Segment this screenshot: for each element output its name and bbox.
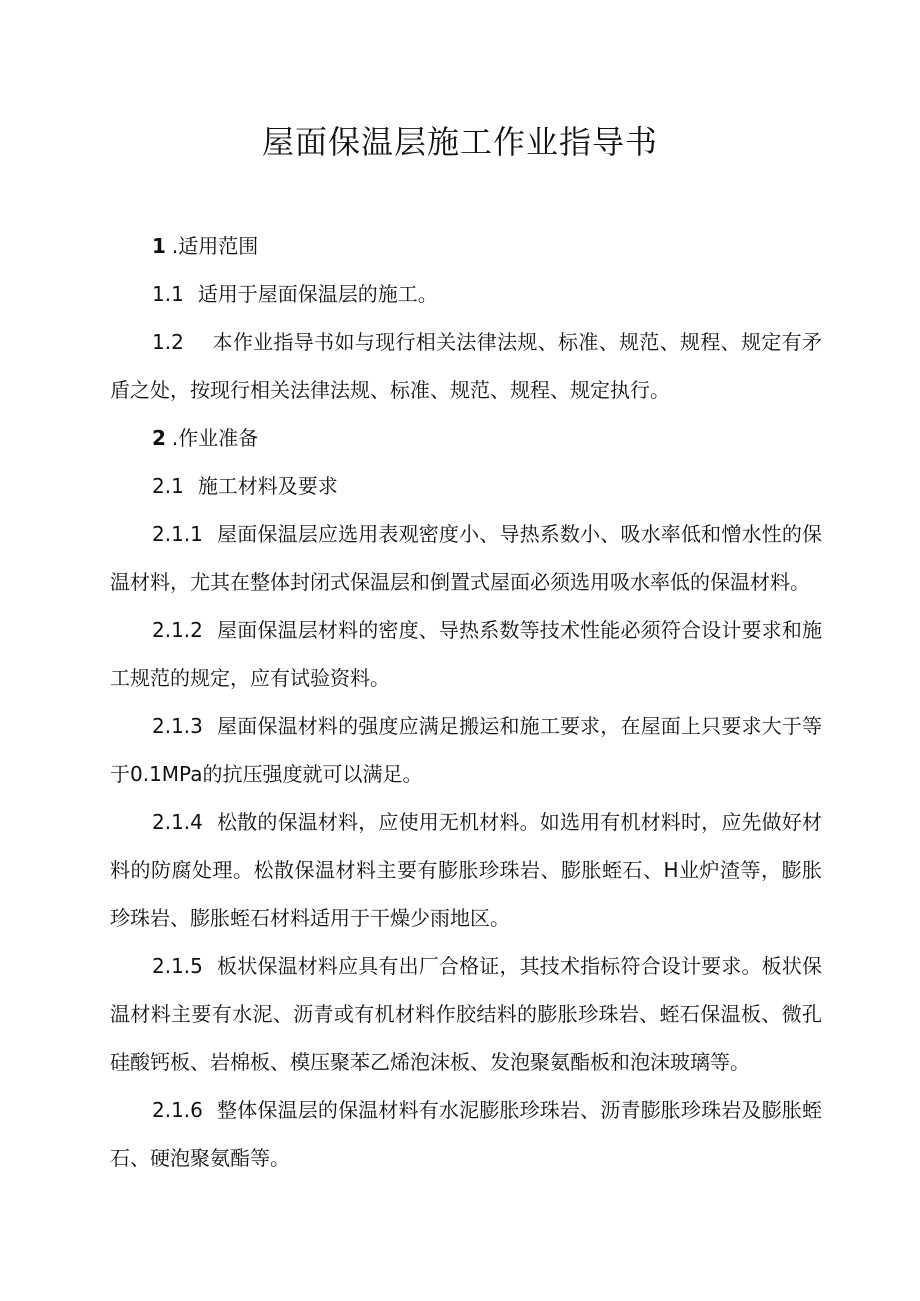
section-2-heading xyxy=(110,414,822,462)
section-number: 2.1.6 xyxy=(152,1098,203,1122)
section-2-1-6 xyxy=(110,1086,822,1182)
section-text: .作业准备 xyxy=(171,426,259,450)
section-number: 2.1.4 xyxy=(152,810,203,834)
section-2-1-4 xyxy=(110,798,822,942)
document-body xyxy=(110,222,822,1182)
section-1-1 xyxy=(110,270,822,318)
section-1-2 xyxy=(110,318,822,414)
section-text: 板状保温材料应具有出厂合格证，其技术指标符合设计要求。板状保温材料主要有水泥、沥青或有机材料作胶结料的膨胀珍珠岩、蛭石保温板、微孔硅酸钙板、岩棉板、模压聚苯乙烯泡沫板、发泡聚氨酯板和泡沫玻璃等。 xyxy=(110,954,822,1074)
section-number: 2.1 xyxy=(152,474,184,498)
section-number: 2.1.1 xyxy=(152,522,203,546)
section-text: 适用于屋面保温层的施工。 xyxy=(197,282,438,306)
section-text: 施工材料及要求 xyxy=(197,474,338,498)
section-text: 整体保温层的保温材料有水泥膨胀珍珠岩、沥青膨胀珍珠岩及膨胀蛭石、硬泡聚氨酯等。 xyxy=(110,1098,822,1170)
section-number: 2.1.2 xyxy=(152,618,203,642)
section-number: 1 xyxy=(152,234,166,258)
section-text: 屋面保温材料的强度应满足搬运和施工要求，在屋面上只要求大于等于0.1MPa的抗压强度就可以满足。 xyxy=(110,714,822,786)
section-2-1-3 xyxy=(110,702,822,798)
section-2-1-5 xyxy=(110,942,822,1086)
section-number: 2 xyxy=(152,426,166,450)
section-text: 松散的保温材料，应使用无机材料。如选用有机材料时，应先做好材料的防腐处理。松散保温材料主要有膨胀珍珠岩、膨胀蛭石、H业炉渣等，膨胀珍珠岩、膨胀蛭石材料适用于干燥少雨地区。 xyxy=(110,810,822,930)
section-2-1-2 xyxy=(110,606,822,702)
section-2-1-1 xyxy=(110,510,822,606)
section-number: 1.2 xyxy=(152,330,184,354)
section-1-heading xyxy=(110,222,822,270)
section-number: 1.1 xyxy=(152,282,184,306)
section-text: 屋面保温层材料的密度、导热系数等技术性能必须符合设计要求和施工规范的规定，应有试验资料。 xyxy=(110,618,822,690)
section-number: 2.1.5 xyxy=(152,954,203,978)
section-text: 本作业指导书如与现行相关法律法规、标准、规范、规程、规定有矛盾之处，按现行相关法律法规、标准、规范、规程、规定执行。 xyxy=(110,330,822,402)
section-number: 2.1.3 xyxy=(152,714,203,738)
section-text: 屋面保温层应选用表观密度小、导热系数小、吸水率低和憎水性的保温材料，尤其在整体封闭式保温层和倒置式屋面必须选用吸水率低的保温材料。 xyxy=(110,522,822,594)
section-text: .适用范围 xyxy=(171,234,259,258)
section-2-1 xyxy=(110,462,822,510)
document-title: 屋面保温层施工作业指导书 xyxy=(261,123,658,161)
